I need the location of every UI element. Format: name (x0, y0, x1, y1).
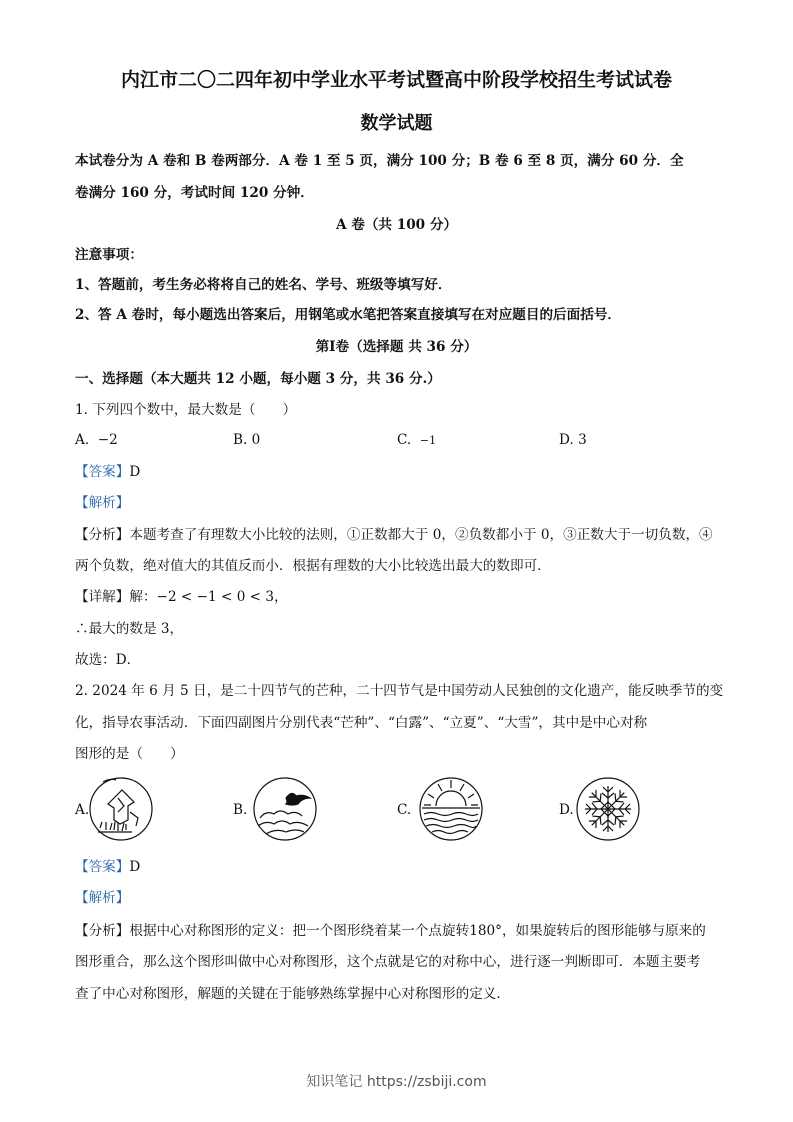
q2-analysis-line-3: 查了中心对称图形，解题的关键在于能够熟练掌握中心对称图形的定义． (75, 986, 510, 1002)
q1-analysis-line-2: 两个负数，绝对值大的其值反而小．根据有理数的大小比较选出最大的数即可． (75, 558, 551, 574)
q1-option-a (75, 432, 118, 448)
q2-analysis-line-1: 【分析】根据中心对称图形的定义：把一个图形绕着某一个点旋转180°，如果旋转后的图形能够与原来的 (75, 923, 706, 939)
q1-answer-value: D (129, 464, 141, 480)
q1-option-c (397, 432, 436, 448)
q1-choice: 故选：D． (75, 652, 141, 668)
lixia-icon (418, 776, 484, 842)
q1-analysis-line-1: 【分析】本题考查了有理数大小比较的法则，①正数都大于 0，②负数都小于 0，③正数大于一切负数，④ (75, 527, 713, 543)
q2-stem-line-2: 化，指导农事活动．下面四副图片分别代表“芒种”、“白露”、“立夏”、“大雪”，其中是中心对称 (75, 715, 648, 731)
multiple-choice-heading: 一、选择题（本大题共 12 小题，每小题 3 分，共 36 分.） (75, 371, 441, 387)
footer-watermark: 知识笔记 https://zsbiji.com (306, 1074, 487, 1090)
q1-option-d-value: 3 (578, 432, 587, 448)
q1-option-b-letter: B. (233, 432, 248, 448)
q2-answer-value: D (129, 859, 141, 875)
intro-line-2: 卷满分 160 分，考试时间 120 分钟． (75, 185, 314, 201)
section-a-heading: A 卷（共 100 分） (335, 217, 458, 233)
q2-option-a-letter: A. (75, 802, 90, 818)
part-1-heading: 第Ⅰ卷（选择题 共 36 分） (315, 339, 478, 355)
q1-answer (75, 462, 140, 482)
notes-heading: 注意事项： (75, 247, 143, 263)
q2-option-d-letter: D. (559, 802, 574, 818)
q1-option-d (559, 432, 587, 448)
q1-option-b (233, 432, 260, 448)
exam-subtitle: 数学试题 (360, 113, 433, 134)
note-1: 1、答题前，考生务必将将自己的姓名、学号、班级等填写好． (75, 277, 452, 293)
daxue-snowflake-icon (575, 776, 641, 842)
q1-answer-tag: 【答案】 (75, 464, 130, 480)
q2-analysis-tag: 【解析】 (75, 890, 130, 906)
mangzhong-icon (88, 776, 154, 842)
q1-option-a-letter: A. (75, 432, 90, 448)
q1-stem: 1. 下列四个数中，最大数是（ ） (75, 402, 297, 418)
q2-option-c-letter: C. (397, 802, 412, 818)
q1-option-a-value: −2 (97, 432, 118, 448)
q1-option-d-letter: D. (559, 432, 574, 448)
q1-option-c-value: −1 (419, 434, 437, 447)
q1-conclusion: ∴最大的数是 3， (75, 621, 184, 637)
q2-answer-tag: 【答案】 (75, 859, 130, 875)
q2-analysis-line-2: 图形重合，那么这个图形叫做中心对称图形，这个点就是它的对称中心，进行逐一判断即可．本题主要考 (75, 954, 701, 970)
q2-stem-line-1: 2. 2024 年 6 月 5 日，是二十四节气的芒种，二十四节气是中国劳动人民独创的文化遗产，能反映季节的变 (75, 683, 724, 699)
intro-line-1: 本试卷分为 A 卷和 B 卷两部分．A 卷 1 至 5 页，满分 100 分；B 卷 6 至 8 页，满分 60 分．全 (75, 153, 684, 169)
note-2: 2、答 A 卷时，每小题选出答案后，用钢笔或水笔把答案直接填写在对应题目的后面括号． (75, 307, 622, 323)
q2-option-b-letter: B. (233, 802, 248, 818)
q1-analysis-tag: 【解析】 (75, 495, 130, 511)
q1-option-b-value: 0 (251, 432, 261, 448)
bailu-icon (252, 776, 318, 842)
exam-title: 内江市二〇二四年初中学业水平考试暨高中阶段学校招生考试试卷 (120, 69, 672, 91)
q1-option-c-letter: C. (397, 432, 412, 448)
q1-detail: 【详解】解：−2 < −1 < 0 < 3， (75, 589, 288, 605)
q2-stem-line-3: 图形的是（ ） (75, 746, 184, 762)
q2-answer (75, 857, 140, 877)
